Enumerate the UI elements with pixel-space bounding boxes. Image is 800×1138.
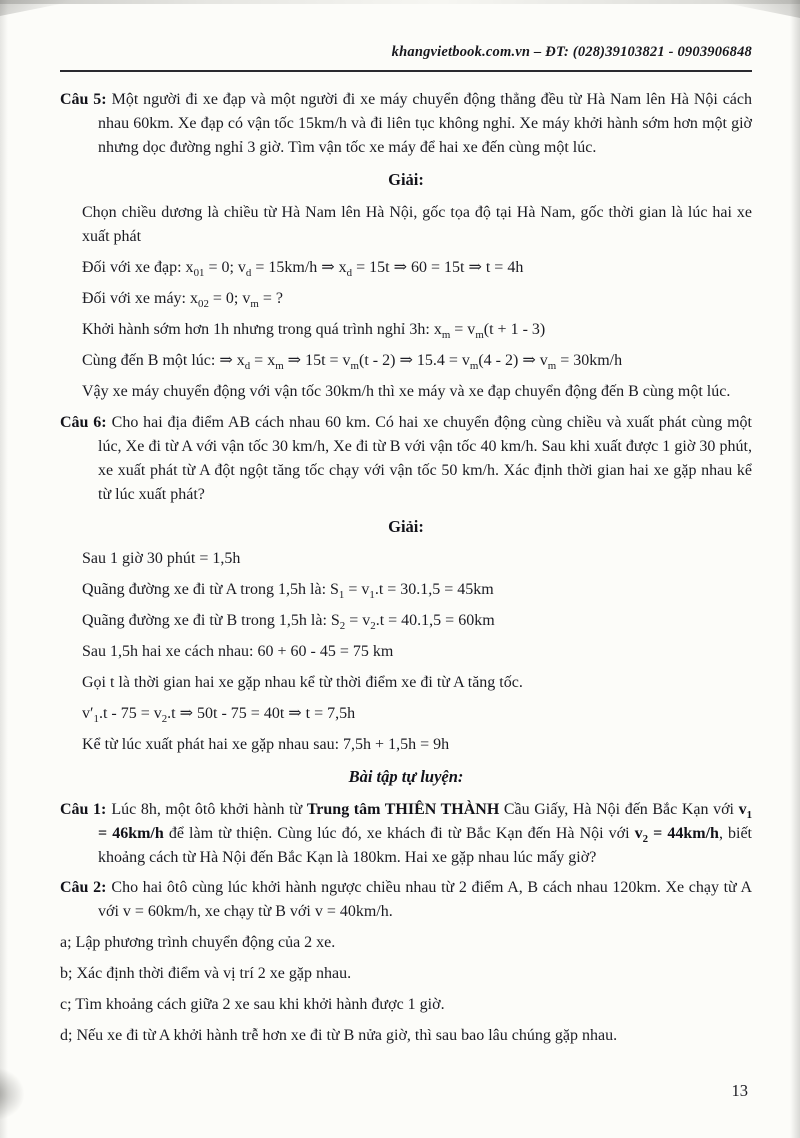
practice-problem-2-statement	[60, 876, 752, 924]
solution-6-step-2: Quãng đường xe đi từ A trong 1,5h là: $S_1 = v_1.t = 30.1,5 = 45km$	[82, 581, 494, 602]
solution-5-step-2: Đối với xe đạp: $x_{01} = 0$; $v_d = 15km/h$ ⇒ $x_d = 15t$ ⇒ 60 = 15t ⇒ t = 4h	[82, 258, 524, 279]
solution-6-conclusion: Kể từ lúc xuất phát hai xe gặp nhau sau: 7,5h + 1,5h = 9h	[82, 736, 450, 754]
solution-5-step-4: Khởi hành sớm hơn 1h nhưng trong quá trình nghỉ 3h: $x_m = v_m(t + 1 - 3)$	[82, 320, 546, 341]
problem-5-label: Câu 5:	[60, 90, 107, 108]
page-number: 13	[731, 1081, 748, 1101]
solution-6-step-4: Sau 1,5h hai xe cách nhau: 60 + 60 - 45 = 75 km	[82, 643, 394, 661]
publisher-contact-info: khangvietbook.com.vn – ĐT: (028)39103821 - 0903906848	[391, 44, 752, 60]
solution-5-step-3: Đối với xe máy: $x_{02} = 0$; $v_m$ = ?	[82, 289, 283, 310]
solution-5-step-1: Chọn chiều dương là chiều từ Hà Nam lên Hà Nội, gốc tọa độ tại Hà Nam, gốc thời gian là lúc hai xe xuất phát	[82, 203, 752, 245]
page-content	[60, 88, 752, 1048]
practice-problem-2-item-c: c; Tìm khoảng cách giữa 2 xe sau khi khởi hành được 1 giờ.	[60, 996, 445, 1013]
problem-6-label: Câu 6:	[60, 413, 107, 431]
solution-6-title: Giải:	[388, 516, 424, 536]
problem-5-statement	[60, 88, 752, 160]
practice-problem-2-item-b: b; Xác định thời điểm và vị trí 2 xe gặp nhau.	[60, 965, 352, 982]
scan-artifact-top-edge	[0, 0, 800, 4]
solution-5-step-5: Cùng đến B một lúc: ⇒ $x_d = x_m$ ⇒ $15t = v_m(t - 2)$ ⇒ $15.4 = v_m(4 - 2)$ ⇒ $v_m = 30km/h$	[82, 351, 623, 372]
solution-6-step-6: $v'_1.t - 75 = v_2.t$ ⇒ 50t - 75 = 40t ⇒ t = 7,5h	[82, 705, 356, 726]
page-header	[60, 42, 752, 72]
practice-problem-2-item-a: a; Lập phương trình chuyển động của 2 xe.	[60, 934, 336, 951]
scan-artifact-left-edge	[0, 0, 8, 1138]
solution-5-conclusion: Vậy xe máy chuyển động với vận tốc 30km/h thì xe máy và xe đạp chuyển động đến B cùng một lúc.	[82, 382, 731, 400]
solution-6-step-1: Sau 1 giờ 30 phút = 1,5h	[82, 550, 241, 568]
practice-problem-1-label: Câu 1:	[60, 801, 107, 818]
practice-section-title: Bài tập tự luyện:	[348, 767, 464, 787]
practice-problem-2-item-d: d; Nếu xe đi từ A khởi hành trễ hơn xe đi từ B nửa giờ, thì sau bao lâu chúng gặp nhau.	[60, 1027, 618, 1044]
problem-6-statement	[60, 411, 752, 507]
practice-problem-1-statement	[60, 798, 752, 870]
problem-6-text: Cho hai địa điểm AB cách nhau 60 km. Có hai xe chuyển động cùng chiều và xuất phát cùng một lúc, Xe đi từ A với vận tốc 30 km/h, Xe đi từ B với vận tốc 40 km/h. Sau khi xuất được 1 giờ 30 phút, xe xuất phát từ A đột ngột tăng tốc chạy với vận tốc 50 km/h. Xác định thời gian hai xe gặp nhau kể từ lúc xuất phát?	[98, 413, 753, 503]
problem-5-text: Một người đi xe đạp và một người đi xe máy chuyển động thẳng đều từ Hà Nam lên Hà Nội cách nhau 60km. Xe đạp có vận tốc 15km/h và đi liên tục không nghỉ. Xe máy khởi hành sớm hơn một giờ nhưng dọc đường nghỉ 3 giờ. Tìm vận tốc xe máy để hai xe đến cùng một lúc.	[98, 90, 753, 156]
solution-6-step-3: Quãng đường xe đi từ B trong 1,5h là: $S_2 = v_2.t = 40.1,5 = 60km$	[82, 612, 495, 633]
solution-6-step-5: Gọi t là thời gian hai xe gặp nhau kể từ thời điểm xe đi từ A tăng tốc.	[82, 674, 523, 692]
practice-problem-2-text: Cho hai ôtô cùng lúc khởi hành ngược chiều nhau từ 2 điểm A, B cách nhau 120km. Xe chạy từ A với v = 60km/h, xe chạy từ B với v = 40km/h.	[98, 879, 752, 920]
practice-problem-2-label: Câu 2:	[60, 879, 107, 896]
scan-artifact-corner-top-left	[0, 0, 80, 16]
practice-problem-1-text: Lúc 8h, một ôtô khởi hành từ Trung tâm THIÊN THÀNH Cầu Giấy, Hà Nội đến Bắc Kạn với $v_1 = 46km/h$ để làm từ thiện. Cùng lúc đó, xe khách đi từ Bắc Kạn đến Hà Nội với $v_2 = 44km/h$, biết khoảng cách từ Hà Nội đến Bắc Kạn là 180km. Hai xe gặp nhau lúc mấy giờ?	[98, 801, 753, 866]
scan-artifact-right-edge	[790, 0, 800, 1138]
solution-5-title: Giải:	[388, 169, 424, 189]
scan-artifact-corner-top-right	[710, 0, 800, 18]
